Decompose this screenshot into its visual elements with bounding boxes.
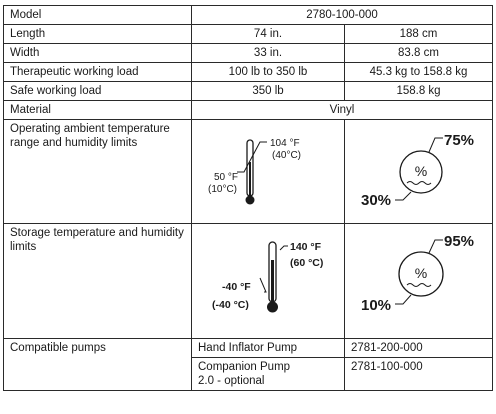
table-row <box>4 101 493 120</box>
pump-name: Companion Pump 2.0 - optional <box>192 358 345 391</box>
safe-load-metric: 158.8 kg <box>345 82 493 101</box>
operating-temp-high-f: 104 °F <box>270 138 300 149</box>
table-row <box>4 339 493 358</box>
table-row <box>4 120 493 224</box>
storage-temp-high-f: 140 °F <box>290 241 322 253</box>
storage-temp-low-f: -40 °F <box>222 281 251 293</box>
operating-temp-low-f: 50 °F <box>214 172 239 183</box>
operating-temp-high-c: (40°C) <box>272 150 302 161</box>
operating-humidity-low: 30% <box>361 192 392 209</box>
humidity-percent-symbol: % <box>414 265 428 281</box>
model-value: 2780-100-000 <box>192 6 493 25</box>
length-label: Length <box>4 25 192 44</box>
humidity-percent-symbol: % <box>414 163 428 179</box>
storage-humidity-cell <box>345 224 493 339</box>
table-row <box>4 6 493 25</box>
table-row <box>4 82 493 101</box>
storage-temp-low-c: (-40 °C) <box>212 299 249 311</box>
operating-humidity-high: 75% <box>444 132 475 149</box>
safe-load-label: Safe working load <box>4 82 192 101</box>
pumps-label: Compatible pumps <box>4 339 192 391</box>
operating-temperature-cell <box>192 120 345 224</box>
pump-part-number: 2781-100-000 <box>345 358 493 391</box>
model-label: Model <box>4 6 192 25</box>
operating-temp-low-c: (10°C) <box>208 184 238 195</box>
table-row <box>4 63 493 82</box>
storage-humidity-high: 95% <box>444 233 475 250</box>
table-row <box>4 25 493 44</box>
therapeutic-load-metric: 45.3 kg to 158.8 kg <box>345 63 493 82</box>
thermometer-icon <box>192 120 344 219</box>
width-imperial: 33 in. <box>192 44 345 63</box>
length-imperial: 74 in. <box>192 25 345 44</box>
safe-load-imperial: 350 lb <box>192 82 345 101</box>
pump-name: Hand Inflator Pump <box>192 339 345 358</box>
table-row <box>4 224 493 339</box>
thermometer-icon <box>192 224 344 334</box>
operating-label: Operating ambient temperature range and humidity limits <box>4 120 192 224</box>
storage-temperature-cell <box>192 224 345 339</box>
humidity-icon <box>345 224 493 334</box>
width-metric: 83.8 cm <box>345 44 493 63</box>
table-row <box>4 44 493 63</box>
length-metric: 188 cm <box>345 25 493 44</box>
specifications-table <box>3 5 493 391</box>
humidity-icon <box>345 120 493 219</box>
therapeutic-load-label: Therapeutic working load <box>4 63 192 82</box>
storage-humidity-low: 10% <box>361 297 392 314</box>
pump-part-number: 2781-200-000 <box>345 339 493 358</box>
therapeutic-load-imperial: 100 lb to 350 lb <box>192 63 345 82</box>
operating-humidity-cell <box>345 120 493 224</box>
material-label: Material <box>4 101 192 120</box>
width-label: Width <box>4 44 192 63</box>
storage-temp-high-c: (60 °C) <box>290 257 324 269</box>
material-value: Vinyl <box>192 101 493 120</box>
storage-label: Storage temperature and humidity limits <box>4 224 192 339</box>
